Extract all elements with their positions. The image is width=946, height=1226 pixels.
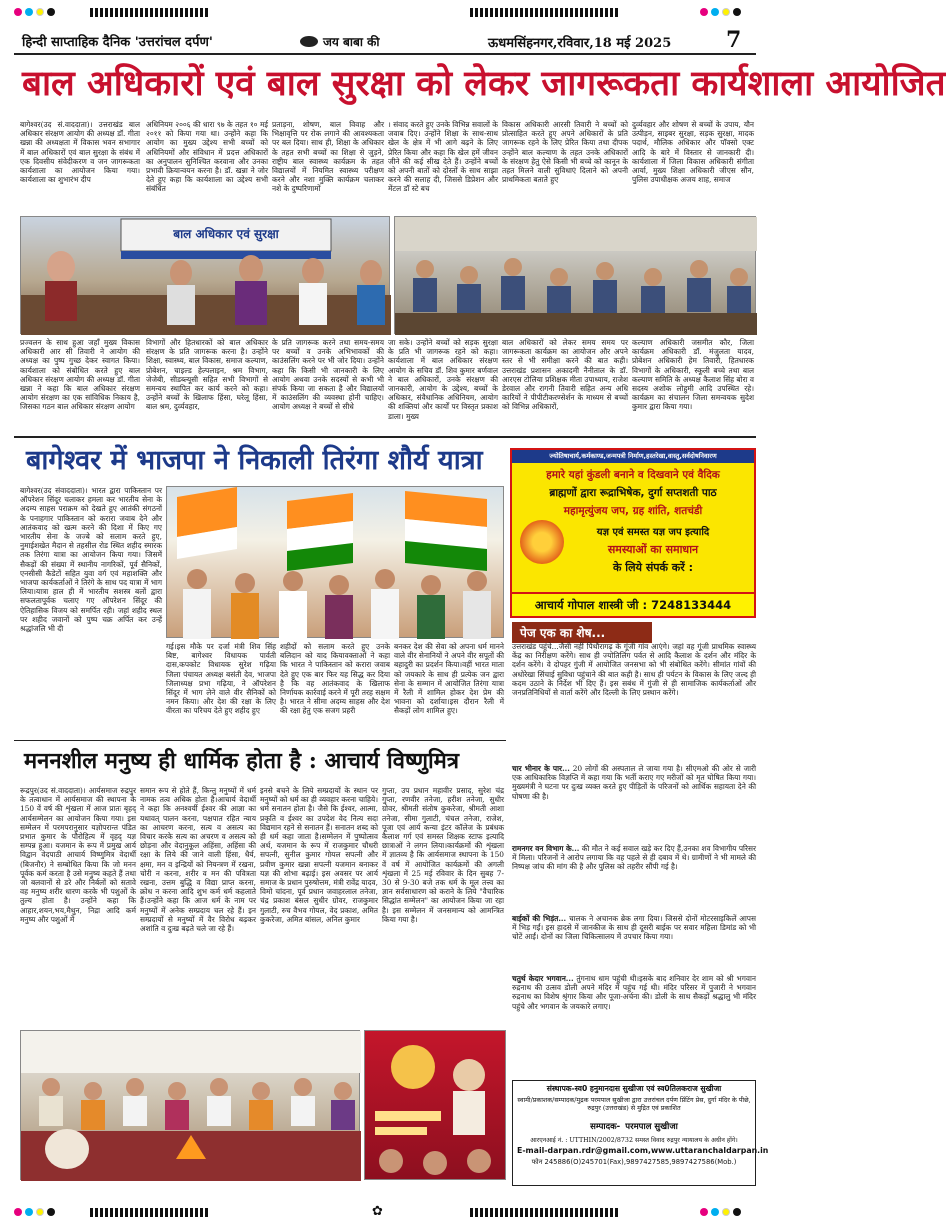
sidebar-p2-lead: चार भीनार के पार... — [512, 764, 570, 773]
sidebar-para2 — [512, 764, 756, 842]
sidebar-p4-text: चालक ने अचानक ब्रेक लगा दिया। जिससे दोनों मोटरसाइकिलें आपस में भिड़ गईं। इस हादसे में जानकीज के साथ ही दूसरी बाईक पर सवार महिला डिमांड को भी चोटें आईं। दोनों का जिला चिकित्सालय में उपचार किया गया। — [512, 914, 756, 942]
article1-col10: जा सके। उन्होंने बच्चों को सड़क सुरक्षा के प्रति भी जागरूक रहने को कहा। कार्यशाला में बाल अधिकार संरक्षण आयोग के सचिव डॉ. शिव कुमार बर्णवाल ने बाल अधिकारों, उनके संरक्षण की जानकारी, आयोग के उद्देश्य, बच्चों के अधिकार, संवैधानिक अधिनियम, आयोग की शक्तियां और कार्यों पर विस्तृत प्रकाश डाला। मुख्य — [388, 338, 498, 421]
workshop-stage-photo — [20, 216, 390, 334]
imprint-editor-row — [517, 1114, 751, 1133]
sidebar-p3-text: की मौत ने कई सवाल खड़े कर दिए हैं,उनका शव विभागीय परिसर में मिला। परिजनों ने आरोप लगाया कि वह पहले से ही दबाव में थे। ग्रामीणों ने भी मामले की निष्पक्ष जांच की मांग की है और पुलिस को तहरीर सौंपी गई है। — [512, 844, 756, 872]
article1-col3: प्रताड़ना, शोषण, बाल विवाह और भिक्षावृत्ति पर रोक लगाने की आवश्यकता पर बल दिया। साथ ही, शिक्षा के अधिकार के तहत सभी बच्चों का शिक्षा से जुड़ने, राष्ट्रीय बाल स्वास्थ्य कार्यक्रम के तहत विद्यालयों में नियमित स्वास्थ्य परीक्षण करने और नशा मुक्ति कार्यक्रम चलाकर नशे के दुष्परिणामों — [272, 120, 384, 194]
ad-top-strip: ज्योतिषाचार्य,कर्मकाण्ड,जन्मपत्री निर्माण,हस्तरेखा,वास्तु,सर्वदोषनिवारण — [512, 450, 754, 463]
imprint-rni: आरएनआई नं. : UTTHIN/2002/8732 समस्त विवाद रुद्रपुर न्यायालय के अधीन होंगे। — [530, 1137, 738, 1144]
sidebar-continuation: उत्तराखंड पहुंचे...जैसी नहीं पिथौरागढ़ के गूंजी गांव आएंगे। जहां वह गूंजी प्राथमिक स्वास्थ्य केंद्र का निरीक्षण करेंगे। साथ ही ज्योतिलिंग पर्वत से आदि कैलाश के दर्शन और मंदिर के दर्शन करेंगे। वे दोपहर गुंजी में आयोजित जनसभा को भी संबोधित करेंगे। सीमांत गांवों की अधोरेखा सिंचाई सुविधा पहुंचाने की बात कही है। साथ ही पर्यटन के विकास के लिए जल्द ही कदम उठाने के निर्देश भी दिए हैं। इस सबंध में गुंजी से ही सामाजिक कार्यकर्ताओं और जनप्रतिनिधियों से वार्ता करेंगे और दिल्ली के लिए प्रस्थान करेंगे। — [512, 642, 756, 698]
sidebar-p5-lead: चतुर्थ केदार भगवान... — [512, 974, 574, 983]
footer-center-mark: ✿ — [372, 1204, 383, 1219]
imprint-phones: फोन 245886(O)245701(Fax),9897427585,9897427586(Mob.) — [531, 1158, 737, 1166]
magenta-dot — [14, 8, 22, 16]
footer-dots-right — [700, 1208, 741, 1216]
article2-col1: बागेश्वर(उद संवाददाता)। भारत द्वारा पाकिस्तान पर ऑपरेशन सिंदूर चलाकर हमला कर भारतीय सेना के अदम्य साहस पराक्रम को देखते हुए आतंकी संगठनों के पनाहगार पाकिस्तान को करारा जवाब देने और आतंकवाद को खत्म करने की दिशा में किए गए भारतीय सेना के जज्बे को सलाम करते हुए, नुमाईशखेत मैदान से तहसील रोड स्थित शहीद स्मारक तक तिरंगा यात्रा का आयोजन किया गया। जिसमें सैकड़ों की संख्या में स्थानीय नागरिकों, पूर्व सैनिकों, एनसीसी कैडेटों सहित युवा वर्ग एवं महाशक्ति और भाजपा कार्यकर्ताओं ने तिरंगे के साथ पद यात्रा में भाग लिया।यात्रा हाल ही में भारतीय सशस्त्र बलों द्वारा सफलतापूर्वक चलाए गए ऑपरेशन सिंदूर की ऐतिहासिक विजय को समर्पित रही। जहां शहीद स्थल पर शहीद जवानों को पुष्प चक्र अर्पित कर उन्हें श्रद्धांजलि भी दी — [20, 486, 162, 634]
ad-footer: आचार्य गोपाल शास्त्री जी : 7248133444 — [512, 592, 754, 616]
article2-headline: बागेश्वर में भाजपा ने निकाली तिरंगा शौर्य यात्रा — [26, 445, 483, 476]
workshop-audience-photo — [394, 216, 756, 334]
article3-col2: समान रूप से होते हैं, किन्तु मनुष्यों में धर्म नामक तत्व अधिक होता है।आचार्य वेदार्थी ने कहा कि अनश्वर्यी ईश्वर की आज्ञा का यथावत् पालन करना, पक्षपात रहित न्याय का आचरण करना, सत्य व असत्य का विचार करके सत्य का अचरण व असत्य को छोड़ना और वेदानुकूल अहिंसा, अहिंसा की रक्षा के लिये की जाने वाली हिंसा, धैर्य, क्षमा, मन व इन्द्रियों को नियन्त्रण में रखना, चोरी न करना, शरीर व मन की पवित्रता रखना, उत्तम बुद्धि व विद्या प्राप्त करना, क्रोध न करना आदि शुभ कर्म धर्म कहलाते हैं।उन्होंने कहा कि आज धर्म के नाम पर मनुष्यों में अनेक सम्प्रदाय चल रहे हैं। इन सम्प्रदायों से मनुष्यों में वैर विरोध बढ़कर अशांति व दुःख बढ़ते चले जा रहे हैं। — [140, 786, 256, 934]
article3-headline: मननशील मनुष्य ही धार्मिक होता है : आचार्य विष्णुमित्र — [24, 748, 459, 774]
article1-col6: दुर्व्यवहार और शोषण से बच्चों के उपाय, यौन उत्पीड़न, साइबर सुरक्षा, सड़क सुरक्षा, मादक पदार्थ, मौलिक अधिकार और पॉक्सो एक्ट आदि के बारे में विस्तार से जानकारी दी।कार्यशाला में जिला विकास अधिकारी संगीता आर्या, मुख्य शिक्षा अधिकारी जीएस सौन, पुलिस उपाधीक्षक अजय शाह, समाज — [632, 120, 754, 185]
article1-col12: कल्याण अधिकारी जसमीत कौर, जिला कार्यक्रम अधिकारी डॉ. मंजुलता यादव, प्रोबेशन अधिकारी हेम तिवारी, हितधारक विभागों के अधिकारी, स्कूली बच्चे तथा बाल कल्याण समिति के अध्यक्ष कैलाश सिंह बोरा व सदस्य अशोक लोहुमी आदि उपस्थित रहे। कार्यक्रम का संचालन जिला समन्वयक सुदेश कुमार द्वारा किया गया। — [632, 338, 754, 412]
sidebar-heading: पेज एक का शेष... — [512, 622, 652, 643]
slogan-block — [300, 33, 379, 50]
imprint-box — [512, 1080, 769, 1186]
footer-bars-right — [470, 1208, 618, 1217]
imprint-editor-label: सम्पादक- — [590, 1122, 621, 1132]
article2-rule — [14, 740, 506, 741]
audience-illustration — [395, 217, 757, 335]
ad-line4: यज्ञ एवं समस्त यज्ञ जप इत्यादि — [596, 527, 710, 538]
registration-bars-left — [90, 8, 208, 17]
article1-col7: प्रज्वलन के साथ हुआ जहाँ मुख्य विकास अधिकारी आर सी तिवारी ने आयोग की अध्यक्ष का पुष्प गुच्छ देकर स्वागत किया। कार्यशाला को संबोधित करते हुए बाल अधिकार संरक्षण आयोग की अध्यक्ष डॉ. गीता खन्ना ने कहा कि बाल अधिकार संरक्षण आयोग संरक्षण का एक सांविधिक निकाय है, जिसका गठन बाल अधिकार संरक्षण आयोग — [20, 338, 140, 412]
imprint-publisher: स्वामी/प्रकाशक/सम्पादक/मुद्रक परमपाल सुखीजा द्वारा उत्तरांचल दर्पण प्रिंटिंग प्रेस, दुर्गा मंदिर के पीछे, रुद्रपुर (उत्तराखंड) से मुद्रित एवं प्रकाशित — [517, 1096, 751, 1112]
article3-col4: गुप्ता, उप प्रधान महावीर प्रसाद, सुरेश चंद्र गुप्ता, रणवीर तनेजा, हरीश तनेजा, सुधीर ग्रोवर, श्रीमती संतोष कुकरेजा, श्रीमती आशा तनेजा, सीमा गुलाटी, चंचल तनेजा, राजेश, पूजा एवं आर्य कन्या इंटर कॉलेज के प्रबंधक कैलाश गर्ग एवं समस्त शिक्षक स्टाफ इत्यादि छात्राओं ने लगन लिया।कार्यक्रमों की शृंखला में ज्ञातव्य है कि आर्यसमाज स्थापना के 150 वें वर्ष में आयोजित कार्यक्रमों की अगली शृंखला में 25 मई रविवार के दिन सुबह 7-30 से 9-30 बजे तक धर्म के मूल तत्त्व का ज्ञान सर्वसाधारण को कराने के लिये "वैचारिक सिद्धांत सम्मेलन" का आयोजन किया जा रहा है। इस सम्मेलन में जनसमान्य को आमन्त्रित किया गया है। — [382, 786, 504, 924]
article2-col4: बनकर देश की सेवा को अपना धर्म मानने वाले वीर सेनानियों ने अपने वीर सपूतों की बहादुरी का प्रदर्शन किया।वहीं भारत माता को जयकारे के साथ ही प्रत्येक जन द्वारा सेना के सम्मान में आयोजित तिरंगा यात्रा में रैली में शामिल होकर देश प्रेम की भावना को दर्शाया।इस दौरान रैली में सैकड़ों लोग शामिल हुए। — [394, 642, 504, 716]
imprint-email: E-mail-darpan.rdr@gmail.com,www.uttaranchaldarpan.in — [517, 1146, 769, 1155]
black-dot — [47, 8, 55, 16]
article2-col2: गई।इस मौके पर दर्जा मंत्री शिव सिंह बिष्ट, बागेश्वर विधायक पार्वती दास,कपकोट विधायक सुरेश गढ़िया जिला पंचायत अध्यक्ष बसंती देव, भाजपा जिलाध्यक्ष प्रभा गढ़िया, ने ऑपरेशन सिंदूर में भाग लेने वाले वीर सैनिकों को नमन किया। और देश की रक्षा के लिए वीरता का परिचय देते हुए शहीद हुए — [166, 642, 276, 716]
ad-line3: महामृत्युंजय जप, ग्रह शांति, शतचंडी — [563, 505, 703, 517]
article2-col3: शहीदों को सलाम करते हुए उनके बलिदान को याद कियावक्ताओं ने कहा कि भारत ने पाकिस्तान को करारा जवाब देते हुए एक बार फिर यह सिद्ध कर दिया है कि वह आतंकवाद के खिलाफ निर्णायक कार्रवाई करने में पूरी तरह सक्षम है। भारत ने सीमा अदम्य साहस और देश की रक्षा हेतु एक सजग प्रहरी — [280, 642, 390, 716]
header-rule — [14, 53, 756, 55]
article1-headline: बाल अधिकारों एवं बाल सुरक्षा को लेकर जागरूकता कार्यशाला आयोजित — [22, 63, 946, 104]
photo-banner-text: बाल अधिकार एवं सुरक्षा — [173, 227, 279, 241]
footer-bars-left — [90, 1208, 208, 1217]
article1-col1: बागेश्वर(उद सं.वाददाता)। उत्तराखंड बाल अधिकार संरक्षण आयोग की अध्यक्ष डॉ. गीता खन्ना की अध्यक्षता में विकास भवन सभागार में बाल अधिकारों एवं बाल सुरक्षा के संबंध में एक दिवसीय संवेदीकरण व जन जागरूकता कार्यशाला का आयोजन किया गया। कार्यशाला का शुभारंभ दीप — [20, 120, 140, 185]
ad-line2: ब्राह्मणों द्वारा रूद्राभिषेक, दुर्गा सप्तशती पाठ — [549, 487, 717, 499]
article1-rule — [14, 436, 756, 438]
dateline: ऊधमसिंहनगर,रविवार,18 मई 2025 — [488, 36, 672, 51]
ad-line1: हमारे यहां कुंडली बनाने व दिखवाने एवं वैदिक — [546, 469, 720, 481]
article1-col2: अधिनियम २००६ की धारा ९७ के तहत १० मई २०११ को किया गया था। उन्होंने कहा कि आयोग का मुख्य उद्देश्य सभी बच्चों को अधिनियमों और संविधान में प्रदत्त अधिकारों का अनुपालन सुनिश्चित करवाना और उनका प्रभावी क्रियान्वयन करना है। डॉ. खन्ना ने जोर देते हुए कहा कि कार्यशाला का उद्देश्य सभी संबंधित — [146, 120, 268, 194]
yagya-illustration — [21, 1031, 361, 1181]
paper-name: हिन्दी साप्ताहिक दैनिक 'उत्तरांचल दर्पण' — [22, 35, 213, 50]
om-emblem-icon — [300, 36, 318, 47]
tiranga-rally-illustration — [167, 487, 505, 639]
article1-col4: । संवाद करते हुए उनके विभिन्न सवालों के जवाब दिए। उन्होंने शिक्षा के साथ-साथ खेल के क्षेत्र में भी आगे बढ़ने के लिए प्रेरित किया और कहा कि खेल हमें जीवन जीने की कई सीख देते हैं। उन्होंने बच्चों को अपनी बातों को दोस्तों के साथ साझा करने की सलाह दी, जिससे डिप्रेशन और मेंटल डॉ स्टे बच — [388, 120, 498, 194]
yellow-dot — [36, 8, 44, 16]
registration-dots-right — [700, 8, 741, 16]
article1-col11: बाल अधिकारों को लेकर समय समय पर जागरूकता कार्यक्रम का आयोजन और अपने स्तर से भी समीक्षा करने की बात कही। उत्तराखंड प्रशासन अकादमी नैनीताल के डॉ. आरएस टोलिया प्रशिक्षक मीता उपाध्याय, राजेश डेरवाल और रागनी तिवारी सहित अन्य अधि कारियों ने पीपीटीकरण्सेर्शन के माध्यम से बच्चों को विभिन्न अधिकारों, — [502, 338, 628, 412]
astrology-ad — [510, 448, 756, 618]
imprint-founders: संस्थापक-स्व0 हनुमानदास सुखीजा एवं स्व0तिलकराज सुखीजा — [546, 1084, 722, 1093]
footer-dots-left — [14, 1208, 55, 1216]
article1-col8: विभागों और हितधारकों को बाल अधिकार संरक्षण के प्रति जागरूक करना है। उन्होंने शिक्षा, स्वास्थ्य, बाल विकास, समाज कल्याण, प्रोबेशन, चाइल्ड हेल्पलाइन, श्रम विभाग, जेजेबी, सीडब्ल्यूसी सहित सभी विभागों से समन्वय स्थापित कर कार्य करने को कहा। उन्होंने बच्चों के खिलाफ हिंसा, घरेलू हिंसा, बाल श्रम, दुर्व्यवहार, — [146, 338, 268, 412]
sidebar-p2-text: 20 लोगों की अस्पताल ले जाया गया है। सीएमओ की ओर से जारी एक आधिकारिक विज्ञप्ति में कहा गया कि भर्ती कराए गए मरीजों को मृत घोषित किया गया। मुख्यमंत्री ने घटना पर दुःख व्यक्त करते हुए पीड़ितों के परिजनों को आर्थिक सहायता देने की घोषणा की है। — [512, 764, 756, 801]
sidebar-para3 — [512, 844, 756, 912]
sidebar-para4 — [512, 914, 756, 972]
article1-col9: के प्रति जागरूक करने तथा समय-समय पर बच्चों व उनके अभिभावकों की काउंसलिंग करने पर भी जोर दिया। उन्होंने कहा कि किसी भी जानकारी के लिए आयोग अथवा उनके सदस्यों से कभी भी संपर्क किया जा सकता है और विद्यालयों में काउंसलिंग की व्यवस्था होनी चाहिए।आयोग अध्यक्ष ने बच्चों से सीधे — [272, 338, 384, 412]
ad-line6: के लिये संपर्क करें : — [613, 561, 693, 574]
article3-col1: रूद्रपुर(उद सं.वाददाता)। आर्यसमाज रुद्रपुर के तत्वाधान में आर्यसमाज की स्थापना के 150 वें वर्ष की शृंखला में आज प्रातः बृहद् आर्यसम्मेलन का आयोजन किया गया। इस सम्मेलन में परमपरानुसार यज्ञोपरान्त पंडित प्रभात कुमार के पौरोहित्य में वृहद् यज्ञ सम्पन्न हुआ। यजमान के रूप में प्रमुख आर्य विद्वान वेदपाठी आचार्य विष्णुमित्र वेदार्थी (बिजनौर) ने सम्बोधित किया कि जो मनन पूर्वक कर्म करता है उसे मनुष्य कहते हैं तथा जो बलवानों से डरे और निर्बलों को सतावे वह मनुष्य शरीर धारण करके भी पशुओं के तुल्य होता है। उन्होंने कहा कि आहार,शयन,भय,मैथुन, निद्रा आदि कर्म मनुष्य और पशुओं में — [20, 786, 136, 924]
registration-bars-right — [470, 8, 618, 17]
sidebar-para5 — [512, 974, 756, 1076]
page-number: 7 — [726, 27, 742, 53]
article3-col3: इनसे बचने के लिये सम्प्रदायों के स्थान पर मनुष्यों को धर्म का ही व्यवहार करना चाहिये। धर्म सनातन होता है। जैसे कि ईश्वर, आत्मा, प्रकृति व ईश्वर का उपदेश वेद नित्य सदा विद्यमान रहने से सनातन हैं। सनातन शब्द को ही धर्म कहा जाता है।सम्मेलन में पुष्पोत्सव अर्थ, यजमान के रूप में राजकुमार चौधरी सपत्नी, सुनील कुमार गोयल सपत्नी और प्रवीण कुमार खन्ना सपत्नी यजमान बनाकर यज्ञ की शोभा बढ़ाई। इस अवसर पर आर्य समाज के प्रधान पुरुषोत्तम, मंत्री रावेंद्र यादव, विमो चांदना, पूर्व प्रधान जवाहरलाल तनेजा, चंद्र प्रकाश बंसल सुधीर ग्रोवर, राजकुमार गुलाटी, रुच वैभव गोयल, वेद प्रकाश, अमित कुकरेजा, अमित बांसल, अनिल कुमार — [260, 786, 379, 924]
slogan: जय बाबा की — [323, 35, 380, 49]
registration-dots-left — [14, 8, 55, 16]
cyan-dot — [25, 8, 33, 16]
sidebar-p3-lead: रामनगर वन विभाग के... — [512, 844, 580, 853]
yagya-ceremony-photo — [20, 1030, 360, 1180]
arya-samaj-banner-illustration — [365, 1031, 507, 1181]
imprint-editor-name: परमपाल सुखीजा — [625, 1122, 678, 1132]
sidebar-p4-lead: बाईकों की भिड़ंत... — [512, 914, 567, 923]
arya-samaj-banner-photo — [364, 1030, 506, 1180]
sidebar-p5-text: तुंगनाथ धाम पहुंची थी।इसके बाद शनिवार देर शाम को श्री भगवान रुद्रनाथ की उत्सव डोली अपने मंदिर में पहुंच गई थी। मंदिर परिसर में पुजारी ने भगवान रुद्रनाथ का विशेष श्रृंगार किया और पूजा-अर्चना की। डोली के साथ सैकड़ों श्रद्धालु भी मंदिर पहुंचे और भगवान के जयकारे लगाए। — [512, 974, 756, 1011]
article1-col5: विकास अधिकारी आरसी तिवारी ने बच्चों को प्रोत्साहित करते हुए अपने अधिकारों के प्रति जागरूक रहने के लिए प्रेरित किया तथा दीपक उन्होंने बाल कल्याण के तहत उनके अधिकारों के संरक्षण हेतु ऐसे किसी भी बच्चे को कानून के तहत मिलने वाली सुविधाएं दिलाने को अपनी प्राथमिकता बताते हुए — [502, 120, 628, 185]
ad-line5: समस्याओं का समाधान — [607, 543, 699, 556]
tiranga-yatra-photo — [166, 486, 504, 638]
